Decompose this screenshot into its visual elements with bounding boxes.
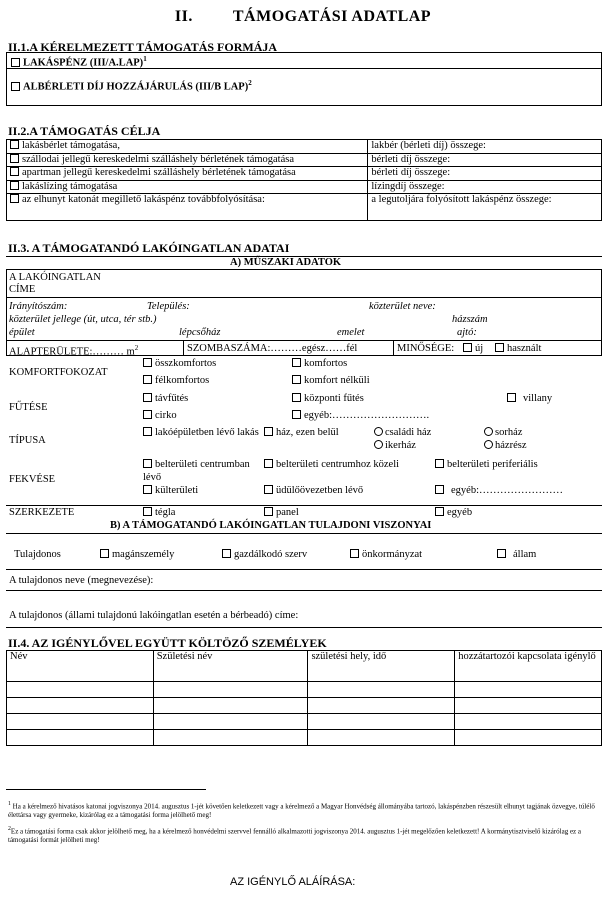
tipus-option[interactable]: családi ház bbox=[374, 426, 431, 439]
checkbox[interactable] bbox=[264, 459, 273, 468]
s3-heading: II.3. A TÁMOGATANDÓ LAKÓINGATLAN ADATAI bbox=[8, 241, 290, 255]
minosege-hasznalt[interactable]: használt bbox=[495, 342, 541, 355]
table-cell[interactable] bbox=[153, 682, 308, 698]
minosege-label: MINŐSÉGE: bbox=[397, 343, 455, 354]
checkbox[interactable] bbox=[11, 58, 20, 67]
checkbox[interactable] bbox=[143, 427, 152, 436]
tulaj-label: Tulajdonos bbox=[14, 549, 61, 560]
s2-amount-label: a legutoljára folyósított lakáspénz összege: bbox=[368, 194, 602, 221]
fekves-option[interactable]: belterületi periferiális bbox=[435, 458, 538, 471]
s2-amount-label: bérleti díj összege: bbox=[368, 153, 602, 167]
s2-row bbox=[7, 180, 602, 194]
s4-heading: II.4. AZ IGÉNYLŐVEL EGYÜTT KÖLTÖZŐ SZEMÉLYEK bbox=[8, 636, 327, 650]
tipus-option[interactable]: ház, ezen belül bbox=[264, 426, 339, 439]
komfort-option[interactable]: komfortos bbox=[292, 357, 347, 370]
checkbox[interactable] bbox=[10, 194, 19, 203]
address-label-2: CÍME bbox=[9, 284, 36, 295]
table-row bbox=[7, 730, 602, 746]
table-cell[interactable] bbox=[308, 730, 455, 746]
checkbox[interactable] bbox=[497, 549, 506, 558]
s4-table bbox=[6, 650, 602, 746]
tipus-option[interactable]: házrész bbox=[484, 439, 526, 452]
page-title bbox=[0, 8, 606, 26]
tipus-label: TÍPUSA bbox=[9, 435, 46, 446]
divider bbox=[7, 68, 601, 69]
fekves-option[interactable]: belterületi centrumban lévő bbox=[143, 459, 250, 483]
radio[interactable] bbox=[374, 427, 383, 436]
radio[interactable] bbox=[484, 440, 493, 449]
tulaj-option[interactable]: önkormányzat bbox=[350, 548, 422, 561]
szerkezet-option[interactable]: tégla bbox=[143, 506, 175, 519]
table-cell[interactable] bbox=[153, 730, 308, 746]
divider bbox=[6, 590, 602, 591]
checkbox[interactable] bbox=[435, 459, 444, 468]
tulaj-option[interactable]: gazdálkodó szerv bbox=[222, 548, 307, 561]
iranyitoszam-field[interactable]: Irányítószám: bbox=[9, 301, 68, 312]
table-cell[interactable] bbox=[7, 714, 154, 730]
table-cell[interactable] bbox=[455, 714, 602, 730]
checkbox[interactable] bbox=[143, 410, 152, 419]
footnote-2: $^2$Ez a támogatási forma csak akkor jelölhető meg, ha a kérelmező honvédelmi szervvel fennálló alkalmazotti jogviszonya 2014. augusztus 1-jét megelőzően keletkezett! A kormánytisztviselő kizárólag ez a támogatási formát jelölheti meg! bbox=[8, 826, 582, 845]
checkbox[interactable] bbox=[10, 140, 19, 149]
lepcsohaz-field[interactable]: lépcsőház bbox=[179, 327, 221, 338]
checkbox[interactable] bbox=[143, 375, 152, 384]
table-cell[interactable] bbox=[455, 730, 602, 746]
table-row bbox=[7, 682, 602, 698]
tipus-option[interactable]: sorház bbox=[484, 426, 522, 439]
checkbox[interactable] bbox=[10, 181, 19, 190]
checkbox[interactable] bbox=[463, 343, 472, 352]
checkbox[interactable] bbox=[495, 343, 504, 352]
table-cell[interactable] bbox=[308, 714, 455, 730]
checkbox[interactable] bbox=[350, 549, 359, 558]
divider bbox=[183, 341, 184, 355]
telepules-field[interactable]: Település: bbox=[147, 301, 190, 312]
komfort-label: KOMFORTFOKOZAT bbox=[9, 367, 108, 378]
checkbox[interactable] bbox=[143, 507, 152, 516]
s2-option[interactable]: lakáslízing támogatása bbox=[7, 180, 368, 194]
s2-option[interactable]: szállodai jellegű kereskedelmi szálláshely bérletének támogatása bbox=[7, 153, 368, 167]
checkbox[interactable] bbox=[143, 459, 152, 468]
fekves-option[interactable]: egyéb:…………………… bbox=[435, 484, 563, 497]
futes-label: FŰTÉSE bbox=[9, 402, 48, 413]
checkbox[interactable] bbox=[264, 507, 273, 516]
minosege-uj[interactable]: új bbox=[463, 342, 483, 355]
title-text: TÁMOGATÁSI ADATLAP bbox=[232, 8, 432, 25]
s1-heading: II.1.A KÉRELMEZETT TÁMOGATÁS FORMÁJA bbox=[8, 40, 278, 54]
tipus-option[interactable]: ikerház bbox=[374, 439, 416, 452]
checkbox[interactable] bbox=[435, 507, 444, 516]
s2-table bbox=[6, 139, 602, 221]
tulaj-option[interactable]: magánszemély bbox=[100, 548, 174, 561]
checkbox[interactable] bbox=[292, 410, 301, 419]
s2-amount-label: bérleti díj összege: bbox=[368, 167, 602, 181]
s1-box bbox=[6, 52, 602, 106]
s2-row bbox=[7, 194, 602, 221]
s2-row bbox=[7, 167, 602, 181]
tulaj-cime-field[interactable]: A tulajdonos (állami tulajdonú lakóingatlan esetén a bérbeadó) címe: bbox=[9, 610, 299, 621]
futes-option[interactable]: egyéb:………………………. bbox=[292, 409, 429, 422]
checkbox[interactable] bbox=[292, 375, 301, 384]
komfort-option[interactable]: félkomfortos bbox=[143, 374, 209, 387]
tulaj-neve-field[interactable]: A tulajdonos neve (megnevezése): bbox=[9, 575, 154, 586]
checkbox[interactable] bbox=[143, 358, 152, 367]
tulaj-option[interactable]: állam bbox=[497, 548, 536, 561]
tipus-option[interactable]: lakóépületben lévő lakás bbox=[143, 426, 278, 439]
szerkezet-label: SZERKEZETE bbox=[9, 507, 75, 518]
epulet-field[interactable]: épület bbox=[9, 327, 35, 338]
table-cell[interactable] bbox=[308, 682, 455, 698]
kozterulet-jellege-field[interactable]: közterület jellege (út, utca, tér stb.) bbox=[9, 314, 157, 325]
kozterulet-neve-field[interactable]: közterület neve: bbox=[369, 301, 436, 312]
emelet-field[interactable]: emelet bbox=[337, 327, 365, 338]
radio[interactable] bbox=[374, 440, 383, 449]
s2-heading: II.2.A TÁMOGATÁS CÉLJA bbox=[8, 124, 161, 138]
table-cell[interactable] bbox=[153, 714, 308, 730]
szobaszama-field[interactable]: SZOMBASZÁMA:………egész……fél bbox=[187, 343, 358, 354]
checkbox[interactable] bbox=[143, 485, 152, 494]
checkbox[interactable] bbox=[507, 393, 516, 402]
s2-option[interactable]: az elhunyt katonát megillető lakáspénz továbbfolyósítása: bbox=[7, 194, 368, 221]
s2-amount-label: lakbér (bérleti díj) összege: bbox=[368, 140, 602, 154]
s2-row bbox=[7, 153, 602, 167]
futes-option[interactable]: villany bbox=[507, 392, 552, 405]
s2-row bbox=[7, 140, 602, 154]
s1-option-alberleti[interactable]: ALBÉRLETI DÍJ HOZZÁJÁRULÁS (III/B LAP)$^2$ bbox=[11, 79, 252, 93]
signature-label: AZ IGÉNYLŐ ALÁÍRÁSA: bbox=[230, 876, 356, 888]
checkbox[interactable] bbox=[100, 549, 109, 558]
checkbox[interactable] bbox=[11, 82, 20, 91]
table-cell[interactable] bbox=[7, 730, 154, 746]
column-header: hozzátartozói kapcsolata igénylő bbox=[455, 651, 602, 682]
ajto-field[interactable]: ajtó: bbox=[457, 327, 477, 338]
divider bbox=[393, 341, 394, 355]
checkbox[interactable] bbox=[435, 485, 444, 494]
szerkezet-option[interactable]: panel bbox=[264, 506, 299, 519]
hazszam-field[interactable]: házszám bbox=[452, 314, 488, 325]
s3-sub-b: B) A TÁMOGATANDÓ LAKÓINGATLAN TULAJDONI VISZONYAI bbox=[110, 520, 432, 531]
table-cell[interactable] bbox=[455, 682, 602, 698]
divider bbox=[6, 533, 602, 534]
divider bbox=[6, 569, 602, 570]
futes-option[interactable]: központi fűtés bbox=[292, 392, 364, 405]
alapterulet-row bbox=[6, 341, 602, 356]
s2-option[interactable]: apartman jellegű kereskedelmi szálláshely bérletének támogatása bbox=[7, 167, 368, 181]
checkbox[interactable] bbox=[10, 154, 19, 163]
table-header-row bbox=[7, 651, 602, 682]
table-cell[interactable] bbox=[7, 698, 154, 714]
address-label: A LAKÓINGATLAN bbox=[9, 272, 101, 283]
komfort-option[interactable]: összkomfortos bbox=[143, 357, 216, 370]
fekves-label: FEKVÉSE bbox=[9, 474, 56, 485]
s2-option[interactable]: lakásbérlet támogatása, bbox=[7, 140, 368, 154]
fekves-option[interactable]: külterületi bbox=[143, 484, 198, 497]
checkbox[interactable] bbox=[143, 393, 152, 402]
footnote-separator bbox=[6, 789, 206, 790]
checkbox[interactable] bbox=[264, 485, 273, 494]
table-row bbox=[7, 714, 602, 730]
futes-option[interactable]: távfűtés bbox=[143, 392, 188, 405]
checkbox[interactable] bbox=[292, 393, 301, 402]
divider bbox=[7, 297, 601, 298]
table-cell[interactable] bbox=[455, 698, 602, 714]
s3-sub-a: A) MŰSZAKI ADATOK bbox=[230, 257, 342, 268]
table-cell[interactable] bbox=[308, 698, 455, 714]
futes-option[interactable]: cirko bbox=[143, 409, 177, 422]
szerkezet-option[interactable]: egyéb bbox=[435, 506, 472, 519]
footnote-1: $^1$ Ha a kérelmező hivatásos katonai jogviszonya 2014. augusztus 1-jét követően keletkezett vagy a kérelmező a Magyar Honvédség állományába tartozó, lakáspénzben részesült elhunyt tagjának özvegye, túlélő élettársa vagy gyermeke, kizárólag ez a támogatási forma jelölhető meg! bbox=[8, 801, 595, 820]
address-box bbox=[6, 269, 602, 341]
s1-option-lakaspenz[interactable]: LAKÁSPÉNZ $(III/A.LAP)^1$ bbox=[11, 55, 147, 69]
s2-amount-label: lízingdíj összege: bbox=[368, 180, 602, 194]
komfort-option[interactable]: komfort nélküli bbox=[292, 374, 370, 387]
table-cell[interactable] bbox=[153, 698, 308, 714]
alapterulet-field[interactable]: ALAPTERÜLETE:……… $m^2$ bbox=[9, 344, 139, 358]
table-row bbox=[7, 698, 602, 714]
checkbox[interactable] bbox=[10, 167, 19, 176]
fekves-option[interactable]: üdülőövezetben lévő bbox=[264, 484, 363, 497]
column-header: Születési név bbox=[153, 651, 308, 682]
section-number: II. bbox=[174, 8, 193, 25]
column-header: Név bbox=[7, 651, 154, 682]
table-cell[interactable] bbox=[7, 682, 154, 698]
checkbox[interactable] bbox=[222, 549, 231, 558]
divider bbox=[6, 627, 602, 628]
fekves-option[interactable]: belterületi centrumhoz közeli bbox=[264, 458, 399, 471]
column-header: születési hely, idő bbox=[308, 651, 455, 682]
checkbox[interactable] bbox=[264, 427, 273, 436]
checkbox[interactable] bbox=[292, 358, 301, 367]
radio[interactable] bbox=[484, 427, 493, 436]
divider bbox=[6, 505, 602, 506]
